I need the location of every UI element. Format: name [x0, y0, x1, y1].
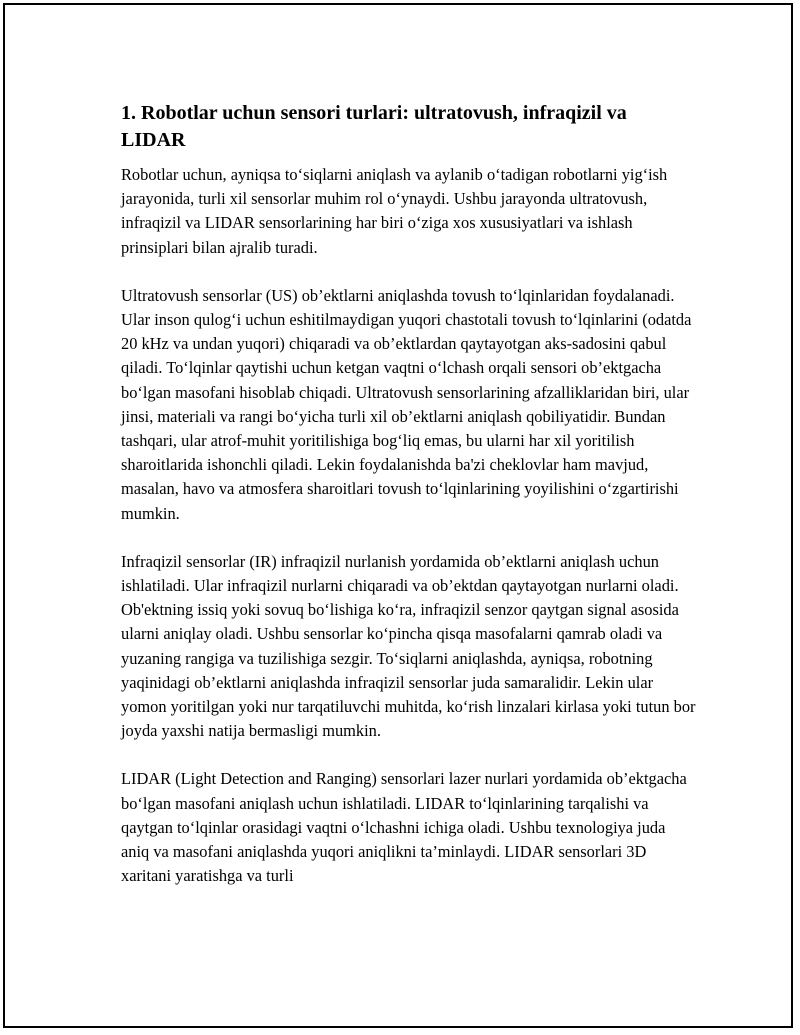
section-heading: 1. Robotlar uchun sensori turlari: ultratovush, infraqizil va LIDAR [121, 102, 627, 151]
paragraph-infrared: Infraqizil sensorlar (IR) infraqizil nurlanish yordamida ob’ektlarni aniqlash uchun ishlatiladi. Ular infraqizil nurlarni chiqaradi va ob’ektdan qaytayotgan nurlarni oladi. Ob'ektning issiq yoki sovuq bo‘lishiga ko‘ra, infraqizil senzor qaytgan signal asosida ularni aniqlay oladi. Ushbu sensorlar ko‘pincha qisqa masofalarni qamrab oladi va yuzaning rangiga va tuzilishiga sezgir. To‘siqlarni aniqlashda, ayniqsa, robotning yaqinidagi ob’ektlarni aniqlashda infraqizil sensorlar juda samaralidir. Lekin ular yomon yoritilgan yoki nur tarqatiluvchi muhitda, ko‘rish linzalari kirlasa yoki tutun bor joyda yaxshi natija bermasligi mumkin. [121, 551, 696, 741]
paragraph-lidar: LIDAR (Light Detection and Ranging) sensorlari lazer nurlari yordamida ob’ektgacha bo‘lgan masofani aniqlash uchun ishlatiladi. LIDAR to‘lqinlarining tarqalishi va qaytgan to‘lqinlar orasidagi vaqtni o‘lchashni ichiga oladi. Ushbu texnologiya juda aniq va masofani aniqlashda yuqori aniqlikni ta’minlaydi. LIDAR sensorlari 3D xaritani yaratishga va turli [121, 769, 687, 886]
document-content [121, 100, 696, 912]
paragraph-ultrasonic: Ultratovush sensorlar (US) ob’ektlarni aniqlashda tovush to‘lqinlaridan foydalanadi. Ular inson qulog‘i uchun eshitilmaydigan yuqori chastotali tovush to‘lqinlarini (odatda 20 kHz va undan yuqori) chiqaradi va ob’ektlardan qaytayotgan aks-sadosini qabul qiladi. To‘lqinlar qaytishi uchun ketgan vaqtni o‘lchash orqali sensori ob’ektgacha bo‘lgan masofani hisoblab chiqadi. Ultratovush sensorlarining afzalliklaridan biri, ular jinsi, materiali va rangi bo‘yicha turli xil ob’ektlarni aniqlash qobiliyatidir. Bundan tashqari, ular atrof-muhit yoritilishiga bog‘liq emas, bu ularni har xil yoritilish sharoitlarida ishonchli qiladi. Lekin foydalanishda ba'zi cheklovlar ham mavjud, masalan, havo va atmosfera sharoitlari tovush to‘lqinlarining yoyilishini o‘zgartirishi mumkin. [121, 285, 692, 523]
paragraph-intro: Robotlar uchun, ayniqsa to‘siqlarni aniqlash va aylanib o‘tadigan robotlarni yig‘ish jarayonida, turli xil sensorlar muhim rol o‘ynaydi. Ushbu jarayonda ultratovush, infraqizil va LIDAR sensorlarining har biri o‘ziga xos xususiyatlari va ishlash prinsiplari bilan ajralib turadi. [121, 165, 668, 257]
document-page [3, 3, 793, 1028]
